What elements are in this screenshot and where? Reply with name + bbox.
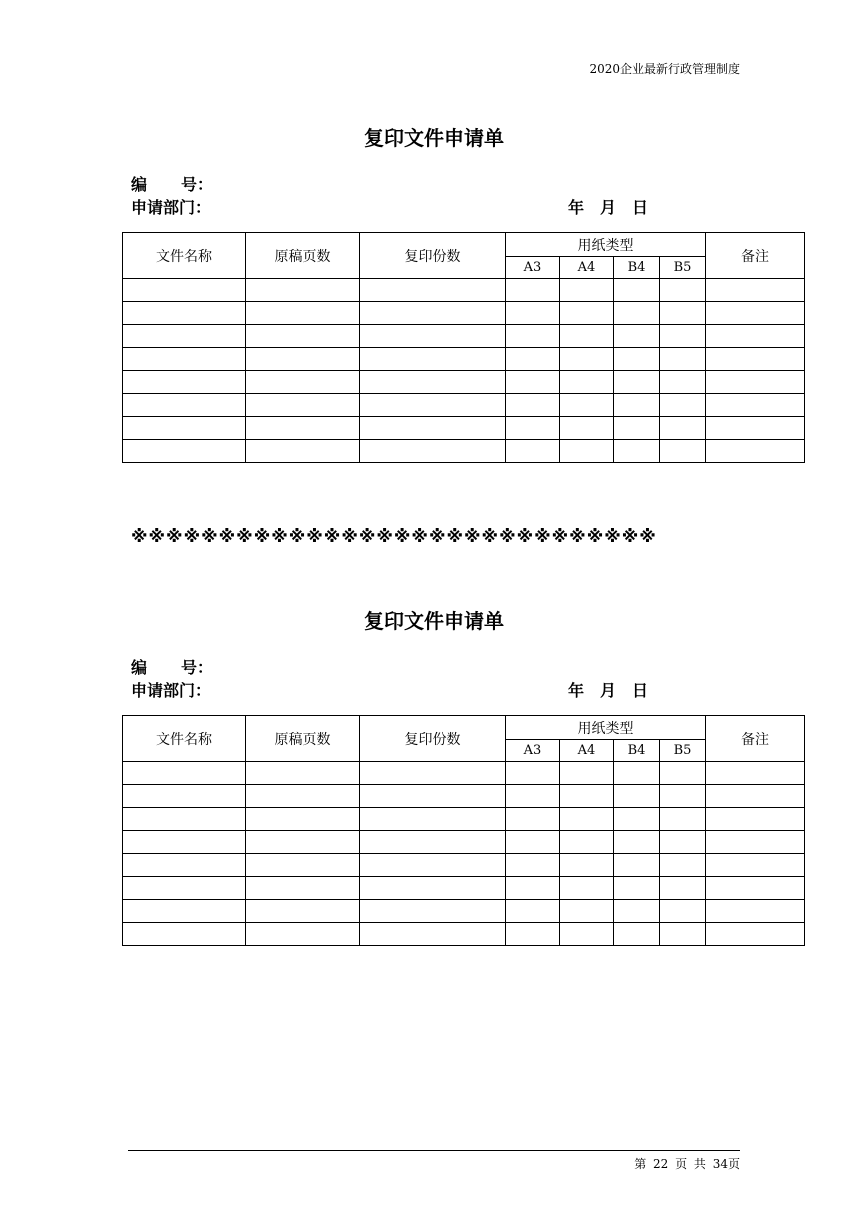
table-cell <box>246 854 360 877</box>
table-cell <box>123 785 246 808</box>
table-cell <box>660 394 706 417</box>
page-header: 2020企业最新行政管理制度 <box>589 62 740 76</box>
header-copies: 复印份数 <box>360 233 506 279</box>
table-cell <box>506 325 560 348</box>
table-cell <box>706 394 805 417</box>
department-label: 申请部门： <box>131 681 212 700</box>
table-cell <box>246 371 360 394</box>
number-label-char: 号： <box>181 658 214 677</box>
table-cell <box>614 923 660 946</box>
table-cell <box>560 854 614 877</box>
table-cell <box>360 417 506 440</box>
table-cell <box>614 440 660 463</box>
table-row <box>123 785 805 808</box>
table-cell <box>506 785 560 808</box>
table-cell <box>506 831 560 854</box>
table-cell <box>506 348 560 371</box>
table-cell <box>560 762 614 785</box>
table-cell <box>506 877 560 900</box>
department-label: 申请部门： <box>131 198 212 217</box>
table-cell <box>560 302 614 325</box>
header-paper-size: A3 <box>506 257 560 279</box>
table-cell <box>706 900 805 923</box>
table-cell <box>506 440 560 463</box>
table-cell <box>614 854 660 877</box>
table-cell <box>246 762 360 785</box>
table-cell <box>660 325 706 348</box>
table-cell <box>360 325 506 348</box>
table-row <box>123 923 805 946</box>
table-cell <box>506 302 560 325</box>
header-paper-size: B5 <box>660 740 706 762</box>
table-cell <box>660 279 706 302</box>
table-cell <box>360 923 506 946</box>
date-year: 年 <box>568 198 585 217</box>
form-title: 复印文件申请单 <box>364 126 504 150</box>
table-cell <box>660 854 706 877</box>
table-cell <box>560 808 614 831</box>
table-cell <box>614 762 660 785</box>
header-original-pages: 原稿页数 <box>246 233 360 279</box>
table-cell <box>123 279 246 302</box>
table-cell <box>706 279 805 302</box>
table-cell <box>560 348 614 371</box>
form-title: 复印文件申请单 <box>364 609 504 633</box>
table-cell <box>560 279 614 302</box>
table-cell <box>506 808 560 831</box>
number-label-char: 号： <box>181 175 214 194</box>
table-cell <box>614 785 660 808</box>
table-cell <box>360 348 506 371</box>
table-cell <box>614 831 660 854</box>
table-cell <box>614 417 660 440</box>
table-cell <box>246 394 360 417</box>
request-table <box>122 715 805 946</box>
table-cell <box>506 900 560 923</box>
table-cell <box>506 762 560 785</box>
table-cell <box>560 325 614 348</box>
date-day: 日 <box>632 681 649 700</box>
table-cell <box>660 877 706 900</box>
table-cell <box>660 762 706 785</box>
table-cell <box>706 877 805 900</box>
page-footer: 第 22 页 共 34页 <box>634 1157 740 1171</box>
request-table <box>122 232 805 463</box>
table-cell <box>614 302 660 325</box>
table-cell <box>706 785 805 808</box>
table-cell <box>246 785 360 808</box>
table-cell <box>123 808 246 831</box>
table-cell <box>246 279 360 302</box>
table-row <box>123 900 805 923</box>
table-cell <box>360 877 506 900</box>
table-cell <box>614 808 660 831</box>
table-cell <box>123 302 246 325</box>
table-cell <box>660 808 706 831</box>
table-cell <box>614 279 660 302</box>
table-cell <box>660 831 706 854</box>
separator-line: ※※※※※※※※※※※※※※※※※※※※※※※※※※※※※※ <box>131 527 657 547</box>
table-cell <box>560 785 614 808</box>
header-paper-size: A3 <box>506 740 560 762</box>
table-row <box>123 394 805 417</box>
table-cell <box>123 831 246 854</box>
table-cell <box>360 785 506 808</box>
table-cell <box>360 394 506 417</box>
table-cell <box>123 348 246 371</box>
table-cell <box>660 440 706 463</box>
table-cell <box>706 854 805 877</box>
table-cell <box>360 831 506 854</box>
table-row <box>123 762 805 785</box>
header-paper-size: B5 <box>660 257 706 279</box>
header-file-name: 文件名称 <box>123 233 246 279</box>
table-cell <box>660 923 706 946</box>
header-remark: 备注 <box>706 716 805 762</box>
date-day: 日 <box>632 198 649 217</box>
table-cell <box>660 348 706 371</box>
table-cell <box>123 854 246 877</box>
table-cell <box>706 923 805 946</box>
table-cell <box>246 877 360 900</box>
table-cell <box>614 325 660 348</box>
table-cell <box>360 302 506 325</box>
table-row <box>123 877 805 900</box>
table-cell <box>123 440 246 463</box>
table-cell <box>660 371 706 394</box>
table-row <box>123 279 805 302</box>
table-cell <box>506 854 560 877</box>
table-cell <box>706 762 805 785</box>
header-remark: 备注 <box>706 233 805 279</box>
table-cell <box>560 877 614 900</box>
table-cell <box>123 417 246 440</box>
table-cell <box>660 900 706 923</box>
table-cell <box>246 417 360 440</box>
table-cell <box>614 371 660 394</box>
table-cell <box>706 371 805 394</box>
header-paper-size: A4 <box>560 740 614 762</box>
table-cell <box>246 900 360 923</box>
table-cell <box>360 279 506 302</box>
table-cell <box>706 831 805 854</box>
table-cell <box>360 808 506 831</box>
table-cell <box>246 808 360 831</box>
table-cell <box>123 900 246 923</box>
table-row <box>123 371 805 394</box>
table-cell <box>660 785 706 808</box>
table-cell <box>246 348 360 371</box>
table-cell <box>706 325 805 348</box>
table-row <box>123 325 805 348</box>
table-cell <box>706 348 805 371</box>
table-body <box>123 279 805 463</box>
table-cell <box>560 417 614 440</box>
table-cell <box>123 371 246 394</box>
number-label <box>131 655 213 678</box>
header-paper-type: 用纸类型 <box>506 716 706 740</box>
table-cell <box>246 325 360 348</box>
table-cell <box>506 923 560 946</box>
header-original-pages: 原稿页数 <box>246 716 360 762</box>
date-row <box>568 678 648 701</box>
table-cell <box>660 302 706 325</box>
date-row <box>568 195 648 218</box>
table-cell <box>560 394 614 417</box>
table-cell <box>614 900 660 923</box>
table-row <box>123 302 805 325</box>
table-cell <box>560 440 614 463</box>
table-cell <box>246 923 360 946</box>
table-cell <box>360 900 506 923</box>
table-row <box>123 417 805 440</box>
table-cell <box>560 923 614 946</box>
date-month: 月 <box>600 198 617 217</box>
table-cell <box>246 302 360 325</box>
table-row <box>123 348 805 371</box>
table-row <box>123 808 805 831</box>
table-cell <box>614 348 660 371</box>
footer-rule <box>128 1150 740 1151</box>
table-cell <box>706 440 805 463</box>
number-label <box>131 172 213 195</box>
table-cell <box>360 371 506 394</box>
table-cell <box>506 417 560 440</box>
table-cell <box>706 302 805 325</box>
number-label-char: 编 <box>131 175 148 194</box>
header-copies: 复印份数 <box>360 716 506 762</box>
table-cell <box>706 808 805 831</box>
table-cell <box>246 831 360 854</box>
table-cell <box>560 900 614 923</box>
table-cell <box>506 279 560 302</box>
table-row <box>123 854 805 877</box>
table-cell <box>614 877 660 900</box>
table-cell <box>360 440 506 463</box>
header-file-name: 文件名称 <box>123 716 246 762</box>
table-cell <box>506 394 560 417</box>
table-cell <box>506 371 560 394</box>
table-cell <box>123 762 246 785</box>
table-row <box>123 831 805 854</box>
table-cell <box>560 831 614 854</box>
table-cell <box>360 854 506 877</box>
header-paper-size: B4 <box>614 257 660 279</box>
table-cell <box>123 923 246 946</box>
table-cell <box>246 440 360 463</box>
table-cell <box>706 417 805 440</box>
date-year: 年 <box>568 681 585 700</box>
table-cell <box>560 371 614 394</box>
header-paper-size: B4 <box>614 740 660 762</box>
table-cell <box>123 394 246 417</box>
date-month: 月 <box>600 681 617 700</box>
table-cell <box>614 394 660 417</box>
table-row <box>123 440 805 463</box>
table-cell <box>123 877 246 900</box>
header-paper-size: A4 <box>560 257 614 279</box>
table-body <box>123 762 805 946</box>
header-paper-type: 用纸类型 <box>506 233 706 257</box>
table-cell <box>360 762 506 785</box>
number-label-char: 编 <box>131 658 148 677</box>
table-cell <box>123 325 246 348</box>
table-cell <box>660 417 706 440</box>
